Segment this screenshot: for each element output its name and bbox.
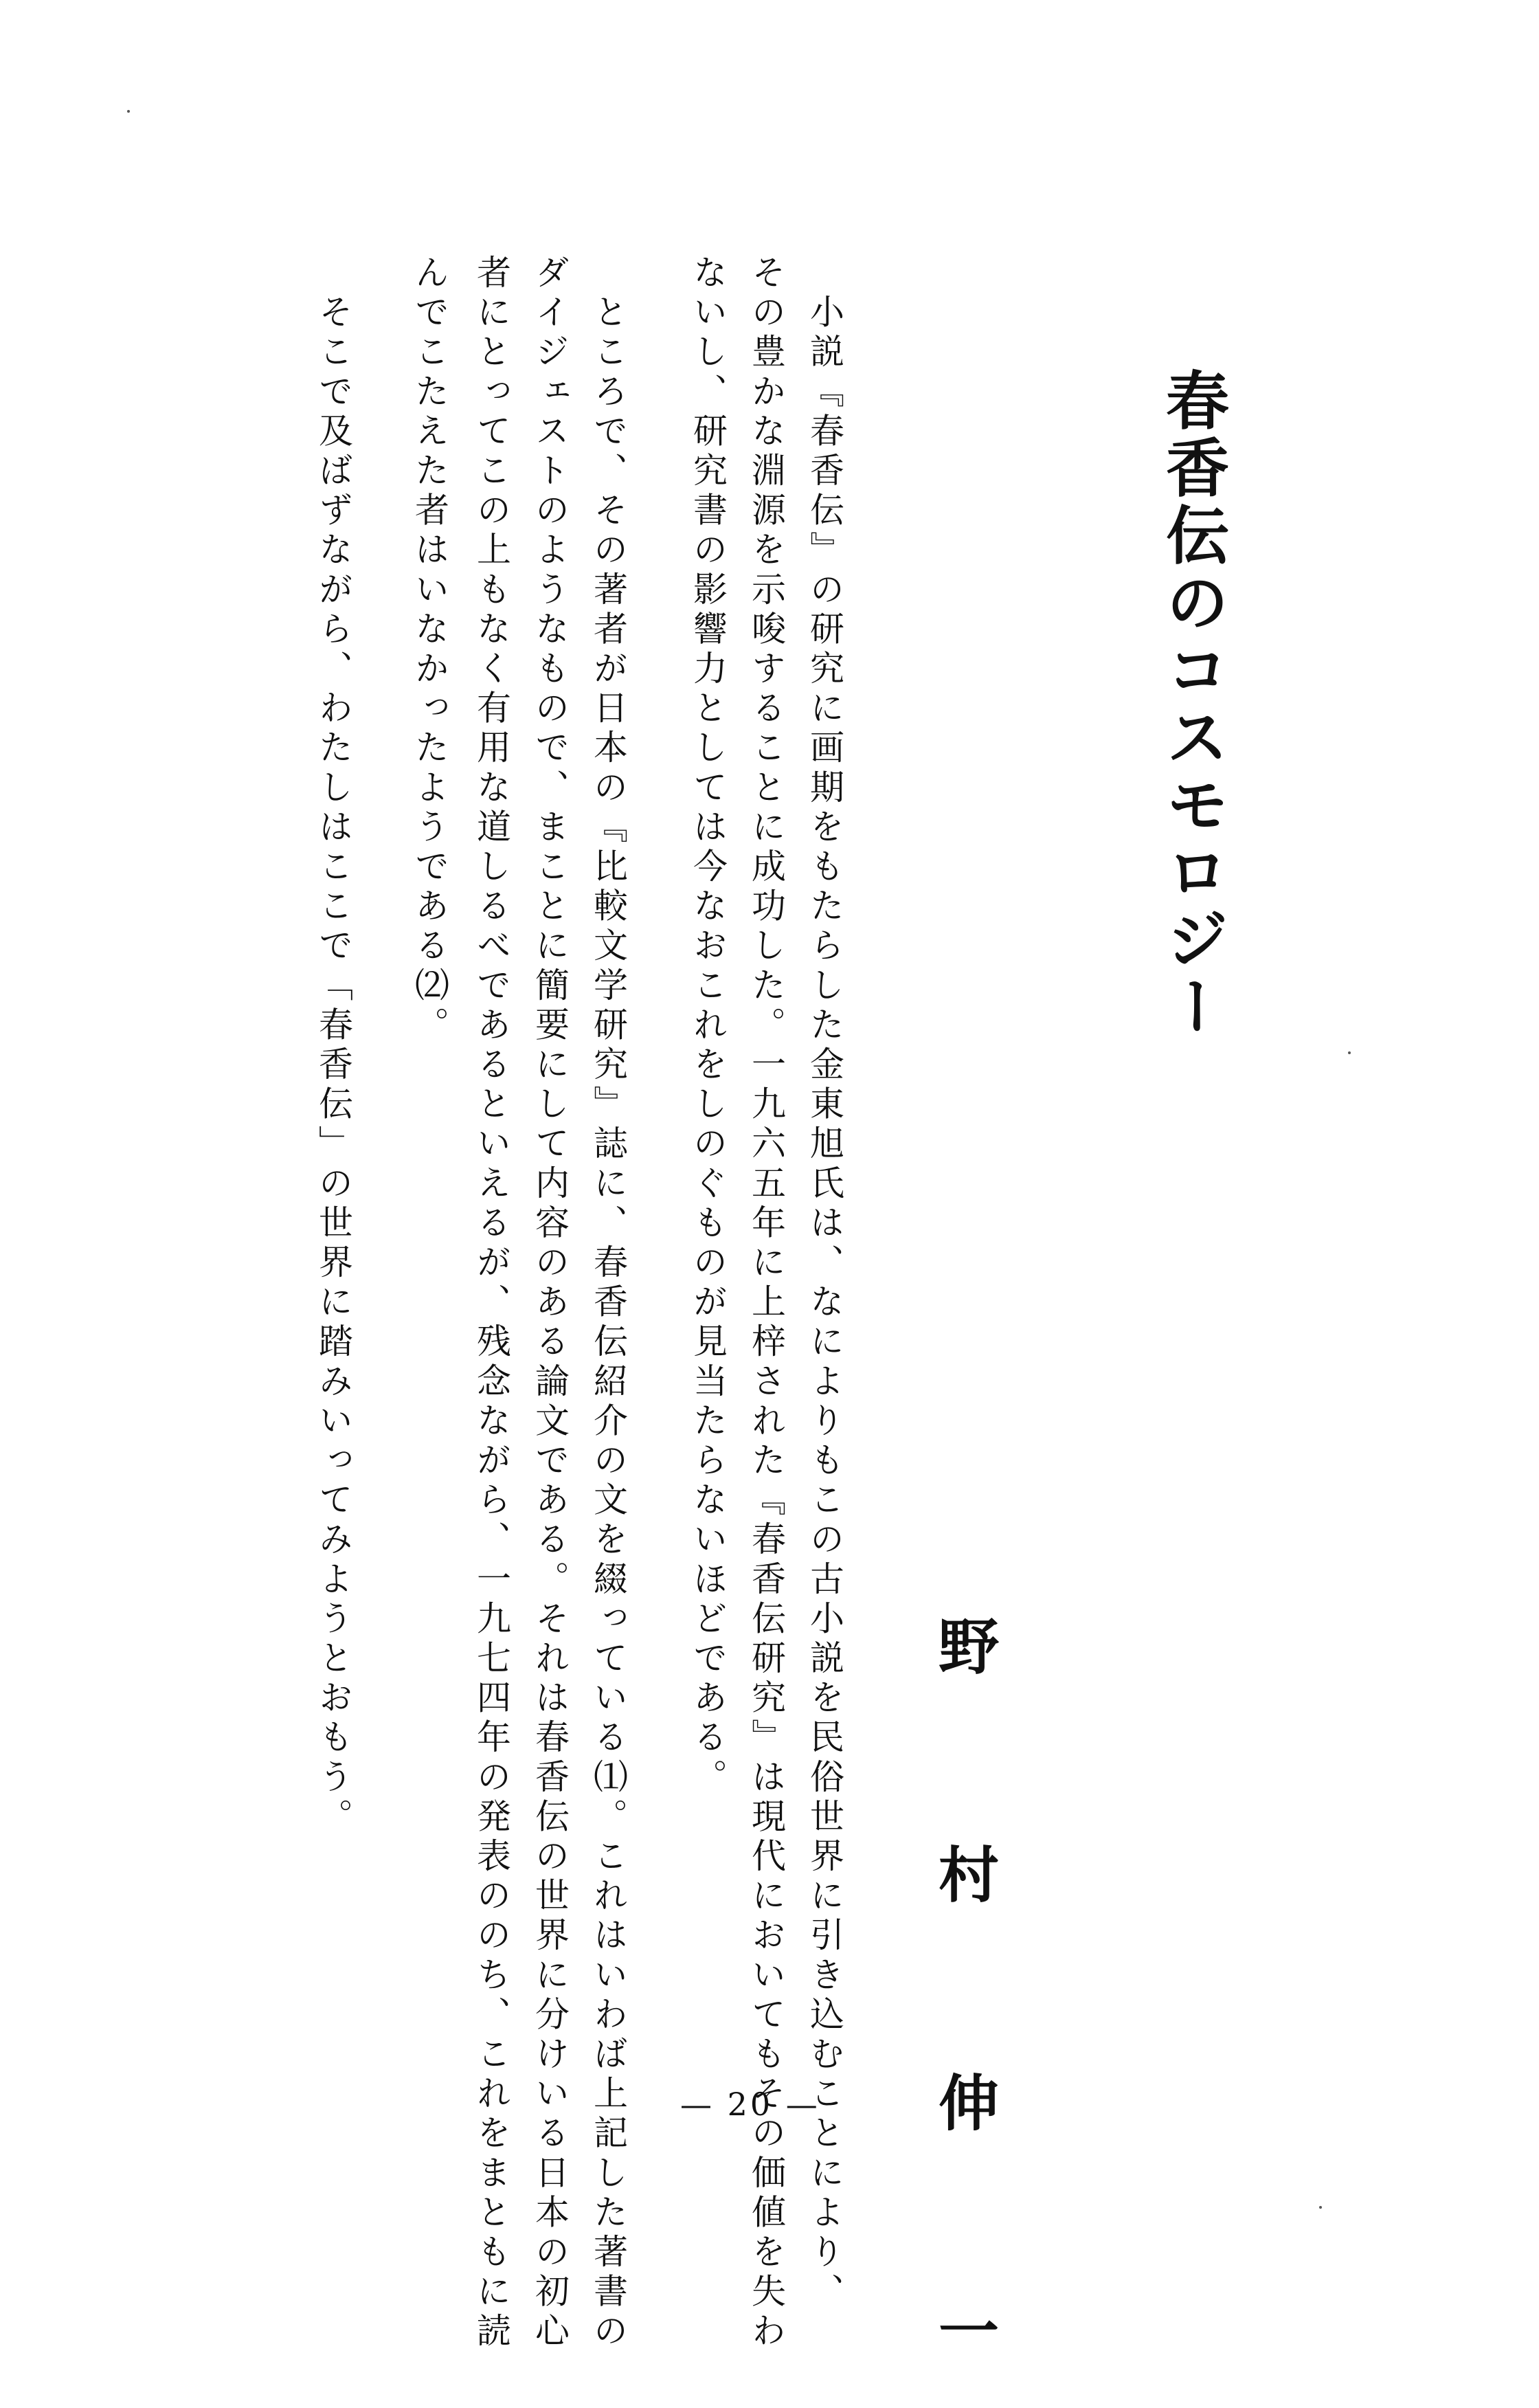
scan-speck: [127, 110, 130, 113]
article-title: 春香伝のコスモロジー: [1156, 368, 1230, 1041]
body-line-2: その豊かな淵源を示唆することに成功した。一九六五年に上梓された『春香伝研究』は現代においてもその価値を失わ: [746, 254, 786, 2352]
body-line-4: ところで、その著者が日本の『比較文学研究』誌に、春香伝紹介の文を綴っている⑴。これはいわば上記した著書の: [588, 254, 628, 2352]
body-line-7: んでこたえた者はいなかったようである⑵。: [409, 254, 449, 1046]
scan-speck: [1319, 2206, 1322, 2209]
body-line-1: 小説『春香伝』の研究に画期をもたらした金東旭氏は、なによりもこの古小説を民俗世界に引き込むことにより、: [805, 254, 844, 2313]
body-line-6: 者にとってこの上もなく有用な道しるべであるといえるが、残念ながら、一九七四年の発表ののち、これをまともに読: [471, 254, 511, 2352]
page-number: — 20 —: [680, 2086, 820, 2123]
author-name: 野 村 伸 一: [929, 1615, 1000, 2408]
body-line-8: そこで及ばずながら、わたしはここで「春香伝」の世界に踏みいってみようとおもう。: [313, 254, 353, 1838]
body-line-3: ないし、研究書の影響力としては今なおこれをしのぐものが見当たらないほどである。: [688, 254, 728, 1798]
body-line-5: ダイジェストのようなもので、まことに簡要にして内容のある論文である。それは春香伝の世界に分けいる日本の初心: [530, 254, 570, 2352]
scan-speck: [1348, 1051, 1351, 1054]
